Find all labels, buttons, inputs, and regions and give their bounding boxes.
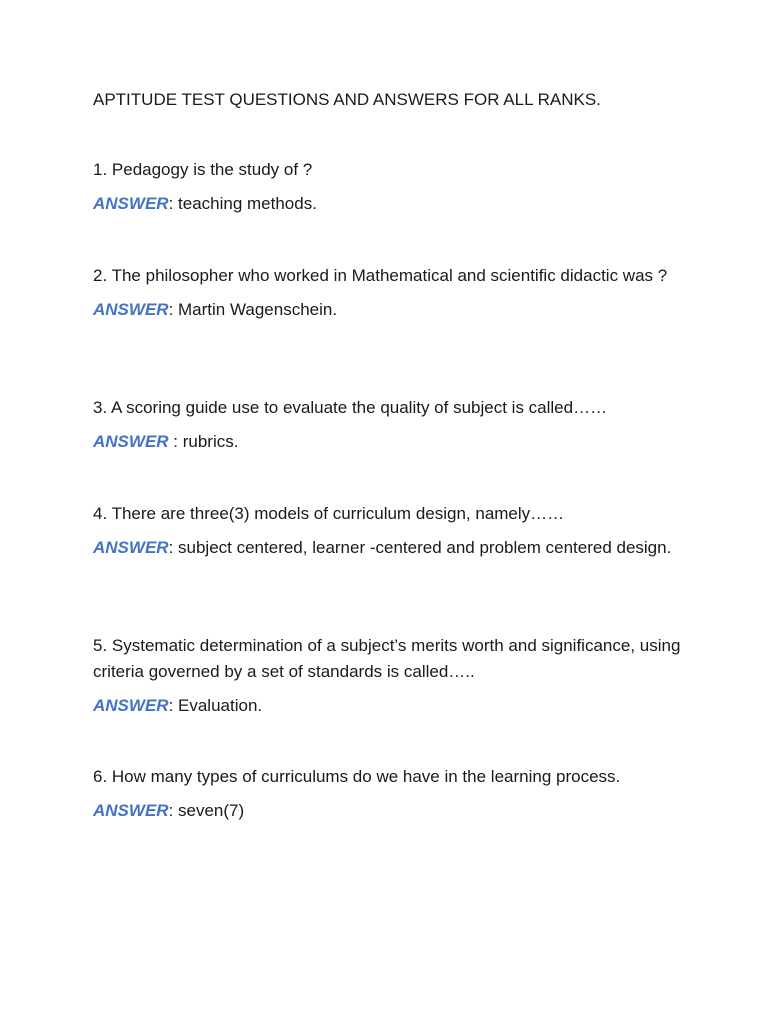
qa-item-3 (93, 395, 683, 455)
answer-label: ANSWER (93, 432, 169, 451)
answer-text: subject centered, learner -centered and problem centered design. (178, 538, 672, 557)
answer-separator: : (168, 194, 179, 213)
answer-separator: : (168, 696, 179, 715)
answer-label: ANSWER (93, 696, 169, 715)
answer-line (93, 191, 683, 217)
answer-text: teaching methods. (178, 194, 317, 213)
answer-line (93, 535, 683, 561)
answer-line (93, 798, 683, 824)
question-text: 3. A scoring guide use to evaluate the quality of subject is called…… (93, 398, 608, 417)
answer-separator: : (168, 300, 179, 319)
qa-item-2 (93, 263, 683, 323)
question-text: 5. Systematic determination of a subject’s merits worth and significance, using criteria governed by a set of standards is called….. (93, 636, 681, 681)
answer-label: ANSWER (93, 194, 169, 213)
qa-item-6 (93, 764, 683, 824)
answer-separator: : (168, 801, 179, 820)
qa-item-4 (93, 501, 683, 561)
answer-separator: : (168, 538, 179, 557)
question-text: 2. The philosopher who worked in Mathematical and scientific didactic was ? (93, 266, 668, 285)
answer-line (93, 693, 683, 719)
qa-item-1 (93, 157, 683, 217)
answer-text: seven(7) (178, 801, 245, 820)
document-title: APTITUDE TEST QUESTIONS AND ANSWERS FOR ALL RANKS. (93, 90, 601, 109)
qa-item-5 (93, 633, 683, 719)
answer-text: rubrics. (182, 432, 239, 451)
question-text: 6. How many types of curriculums do we have in the learning process. (93, 767, 621, 786)
question-text: 1. Pedagogy is the study of ? (93, 160, 313, 179)
answer-text: Martin Wagenschein. (178, 300, 338, 319)
answer-label: ANSWER (93, 300, 169, 319)
answer-label: ANSWER (93, 538, 169, 557)
answer-line (93, 429, 683, 455)
answer-separator: : (168, 432, 183, 451)
question-text: 4. There are three(3) models of curriculum design, namely…… (93, 504, 565, 523)
answer-label: ANSWER (93, 801, 169, 820)
answer-line (93, 297, 683, 323)
answer-text: Evaluation. (178, 696, 263, 715)
